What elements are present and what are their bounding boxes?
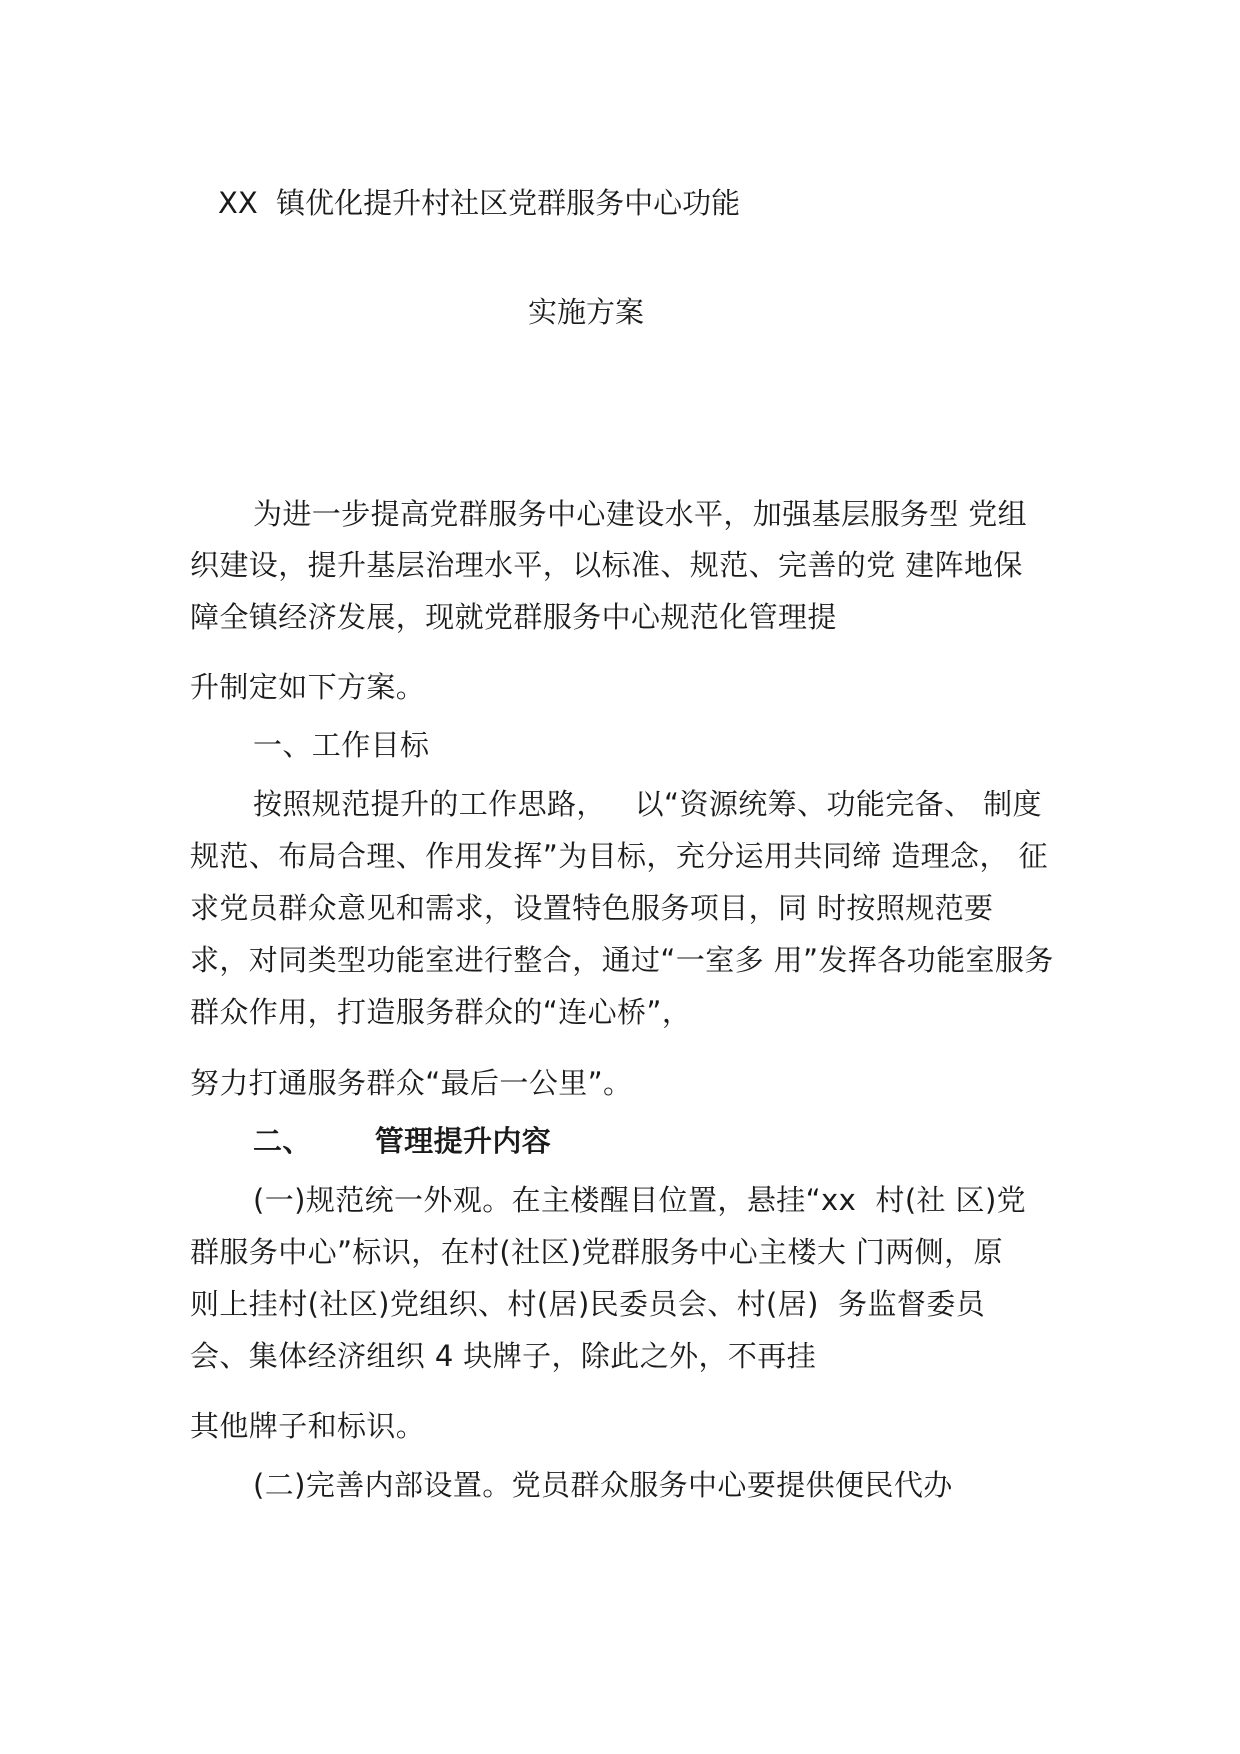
paragraph-line: 努力打通服务群众“最后一公里”。 (190, 1066, 633, 1100)
paragraph-line: 升制定如下方案。 (190, 670, 426, 704)
paragraph-line: (二)完善内部设置。党员群众服务中心要提供便民代办 (253, 1468, 953, 1502)
paragraph-line: 按照规范提升的工作思路， 以“资源统筹、功能完备、 制度 (253, 787, 1042, 821)
document-subtitle: 实施方案 (528, 295, 645, 329)
paragraph-line: 会、集体经济组织 4 块牌子，除此之外，不再挂 (190, 1339, 817, 1373)
paragraph-line: 群众作用，打造服务群众的“连心桥”， (190, 995, 692, 1029)
paragraph-line: 求党员群众意见和需求，设置特色服务项目，同 时按照规范要 (190, 891, 994, 925)
paragraph-line: 织建设，提升基层治理水平，以标准、规范、完善的党 建阵地保 (190, 548, 1023, 582)
paragraph-line: 障全镇经济发展，现就党群服务中心规范化管理提 (190, 600, 837, 634)
paragraph-line: 其他牌子和标识。 (190, 1409, 426, 1443)
section-heading-management: 二、 管理提升内容 (253, 1124, 552, 1158)
paragraph-line: 为进一步提高党群服务中心建设水平，加强基层服务型 党组 (253, 497, 1028, 531)
paragraph-line: 则上挂村(社区)党组织、村(居)民委员会、村(居) 务监督委员 (190, 1287, 986, 1321)
paragraph-line: (一)规范统一外观。在主楼醒目位置，悬挂“xx 村(社 区)党 (253, 1183, 1027, 1217)
document-title: XX 镇优化提升村社区党群服务中心功能 (218, 186, 741, 220)
paragraph-line: 规范、布局合理、作用发挥”为目标，充分运用共同缔 造理念， 征 (190, 839, 1048, 873)
paragraph-line: 群服务中心”标识，在村(社区)党群服务中心主楼大 门两侧，原 (190, 1235, 1003, 1269)
section-heading-goals: 一、工作目标 (253, 728, 430, 762)
paragraph-line: 求，对同类型功能室进行整合，通过“一室多 用”发挥各功能室服务 (190, 943, 1054, 977)
